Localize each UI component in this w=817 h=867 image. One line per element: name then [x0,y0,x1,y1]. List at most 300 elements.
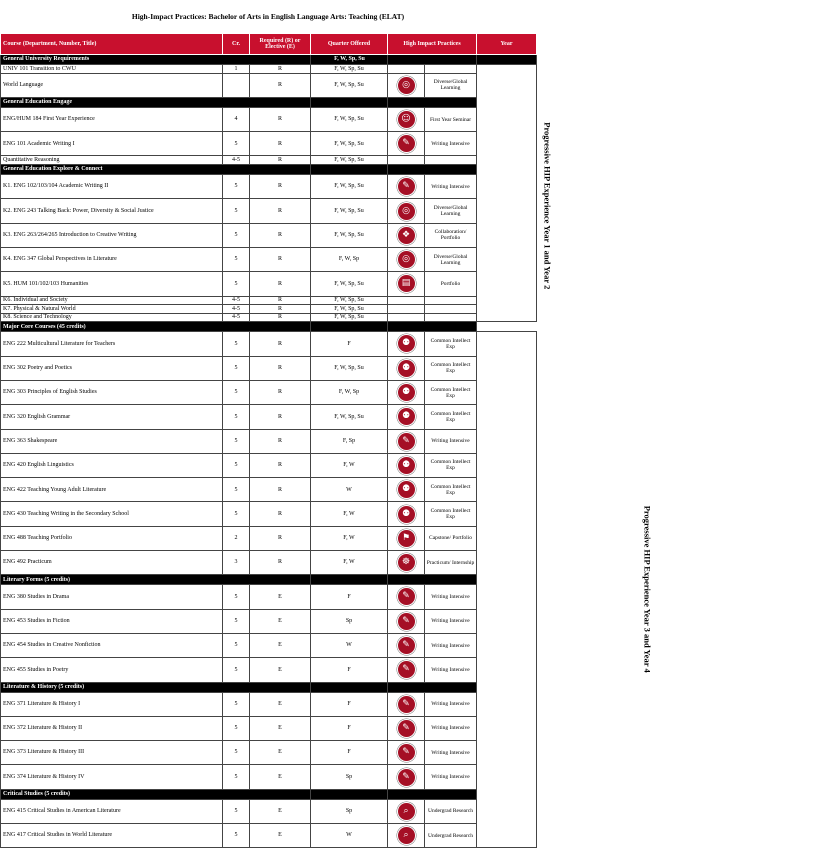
course-quarter: F, W, Sp, Su [311,405,388,429]
section-quarter: F, W, Sp, Su [311,55,388,65]
course-required: R [250,551,311,575]
course-credits: 5 [223,658,250,682]
course-required: R [250,332,311,356]
intellect-icon: ⚉ [397,334,416,353]
course-name: Quantitative Reasoning [1,156,223,165]
hip-label: Collaboration/ Portfolio [425,223,477,247]
course-row [1,741,537,765]
hip-icon-cell [388,380,425,404]
course-credits: 4-5 [223,313,250,322]
section-quarter [311,575,388,585]
course-required: R [250,272,311,296]
course-name: ENG 363 Shakespeare [1,429,223,453]
hip-icon-cell [388,526,425,550]
course-credits: 5 [223,223,250,247]
course-credits: 3 [223,551,250,575]
section-title: General Education Explore & Connect [1,165,311,175]
course-credits: 5 [223,272,250,296]
course-credits: 5 [223,478,250,502]
section-title: General Education Engage [1,97,311,107]
hip-icon-cell [388,156,425,165]
course-quarter: F, W, Sp, Su [311,313,388,322]
course-quarter: F [311,741,388,765]
hip-icon-cell [388,305,425,314]
course-name: ENG 492 Practicum [1,551,223,575]
course-name: ENG 373 Literature & History III [1,741,223,765]
year-label-y34: Progressive HIP Experience Year 3 and Year 4 [642,505,653,673]
course-row [1,429,537,453]
writing-icon: ✎ [397,432,416,451]
section-header-row [1,575,537,585]
section-quarter [311,97,388,107]
course-name: ENG 417 Critical Studies in World Literature [1,823,223,847]
hip-label [425,65,477,74]
hip-label: Writing Intensive [425,609,477,633]
course-row [1,658,537,682]
course-name: ENG 455 Studies in Poetry [1,658,223,682]
course-row [1,585,537,609]
section-header-row [1,55,537,65]
hip-label: Common Intellect Exp [425,502,477,526]
course-required: E [250,823,311,847]
course-required: R [250,380,311,404]
course-quarter: W [311,633,388,657]
course-quarter: F, W, Sp [311,380,388,404]
hip-label: Common Intellect Exp [425,332,477,356]
course-required: R [250,107,311,131]
course-name: K5. HUM 101/102/103 Humanities [1,272,223,296]
course-required: E [250,633,311,657]
hip-icon-cell [388,609,425,633]
course-required: R [250,247,311,271]
course-required: R [250,199,311,223]
course-row [1,478,537,502]
course-required: E [250,692,311,716]
course-credits: 4-5 [223,296,250,305]
course-name: ENG 454 Studies in Creative Nonfiction [1,633,223,657]
course-required: E [250,765,311,789]
hip-icon-cell [388,356,425,380]
course-credits: 4-5 [223,156,250,165]
course-quarter: F, W, Sp, Su [311,132,388,156]
hip-icon-cell [388,502,425,526]
course-name: ENG 302 Poetry and Poetics [1,356,223,380]
page-title: High-Impact Practices: Bachelor of Arts in English Language Arts: Teaching (ELAT) [131,12,405,21]
header-year: Year [477,34,537,55]
course-name: ENG 453 Studies in Fiction [1,609,223,633]
course-quarter: W [311,478,388,502]
intellect-icon: ⚉ [397,456,416,475]
course-required: R [250,65,311,74]
course-quarter: F, W, Sp, Su [311,296,388,305]
course-quarter: F, W, Sp, Su [311,156,388,165]
course-row [1,453,537,477]
course-required: R [250,313,311,322]
hip-icon-cell [388,65,425,74]
course-credits: 5 [223,380,250,404]
course-quarter: F, W [311,526,388,550]
intellect-icon: ⚉ [397,383,416,402]
hip-label [425,296,477,305]
hip-icon-cell [388,199,425,223]
course-quarter: F, W, Sp, Su [311,223,388,247]
course-quarter: F, W, Sp, Su [311,65,388,74]
course-name: ENG 380 Studies in Drama [1,585,223,609]
hip-label: Common Intellect Exp [425,478,477,502]
section-title: General University Requirements [1,55,311,65]
hip-label: Common Intellect Exp [425,453,477,477]
course-required: R [250,305,311,314]
course-required: E [250,741,311,765]
course-required: R [250,453,311,477]
course-quarter: F, W [311,453,388,477]
course-credits: 5 [223,199,250,223]
section-header-row [1,97,537,107]
course-required: R [250,175,311,199]
section-title: Critical Studies (5 credits) [1,789,311,799]
course-required: R [250,296,311,305]
section-hip-blank [388,55,477,65]
course-row [1,716,537,740]
hip-icon-cell [388,296,425,305]
hip-label: Writing Intensive [425,741,477,765]
course-credits: 5 [223,716,250,740]
course-quarter: F, W [311,551,388,575]
course-row [1,526,537,550]
course-name: ENG 422 Teaching Young Adult Literature [1,478,223,502]
course-quarter: F [311,332,388,356]
course-row [1,199,537,223]
hip-label: Diverse/Global Learning [425,73,477,97]
course-row [1,272,537,296]
practicum-icon: ☸ [397,553,416,572]
course-name: K7. Physical & Natural World [1,305,223,314]
course-required: R [250,429,311,453]
course-credits: 5 [223,502,250,526]
course-name: UNIV 101 Transition to CWU [1,65,223,74]
globe-icon: ◎ [397,76,416,95]
course-required: R [250,73,311,97]
course-name: K4. ENG 347 Global Perspectives in Literature [1,247,223,271]
section-hip-blank [388,165,477,175]
section-hip-blank [388,97,477,107]
course-required: E [250,658,311,682]
course-row [1,156,537,165]
course-credits: 5 [223,405,250,429]
course-credits: 5 [223,132,250,156]
course-credits: 5 [223,175,250,199]
section-header-row [1,322,537,332]
section-quarter [311,789,388,799]
course-row [1,633,537,657]
course-row [1,405,537,429]
course-credits: 5 [223,429,250,453]
course-name: ENG 374 Literature & History IV [1,765,223,789]
hip-icon-cell [388,585,425,609]
course-quarter: Sp [311,799,388,823]
course-name: ENG 420 English Linguistics [1,453,223,477]
hip-icon-cell [388,692,425,716]
section-title: Major Core Courses (45 credits) [1,322,311,332]
course-row [1,132,537,156]
course-credits: 5 [223,799,250,823]
portfolio-icon: ▤ [397,274,416,293]
hip-icon-cell [388,551,425,575]
year-label-y12: Progressive HIP Experience Year 1 and Year 2 [542,122,553,290]
year-label-y34-cell [477,332,653,848]
writing-icon: ✎ [397,695,416,714]
header-row [1,34,537,55]
hip-label: Undergrad Research [425,799,477,823]
course-required: E [250,716,311,740]
hip-label: Writing Intensive [425,716,477,740]
course-row [1,313,537,322]
hip-label [425,156,477,165]
course-name: K6. Individual and Society [1,296,223,305]
hip-icon-cell [388,247,425,271]
course-name: ENG 320 English Grammar [1,405,223,429]
hip-label: Writing Intensive [425,658,477,682]
writing-icon: ✎ [397,612,416,631]
course-quarter: Sp [311,765,388,789]
research-icon: ⌕ [397,826,416,845]
course-name: ENG/HUM 184 First Year Experience [1,107,223,131]
hip-label: Capstone/ Portfolio [425,526,477,550]
hip-icon-cell [388,313,425,322]
writing-icon: ✎ [397,660,416,679]
hip-icon-cell [388,223,425,247]
section-hip-blank [388,789,477,799]
course-quarter: Sp [311,609,388,633]
course-row [1,65,537,74]
hip-icon-cell [388,272,425,296]
header-required: Required (R) or Elective (E) [250,34,311,55]
hip-icon-cell [388,453,425,477]
section-title: Literary Forms (5 credits) [1,575,311,585]
hip-icon-cell [388,716,425,740]
header-hip: High Impact Practices [388,34,477,55]
hip-icon-cell [388,478,425,502]
hip-label: Common Intellect Exp [425,405,477,429]
section-header-row [1,682,537,692]
intellect-icon: ⚉ [397,407,416,426]
globe-icon: ◎ [397,202,416,221]
hip-label: Common Intellect Exp [425,380,477,404]
course-name: K1. ENG 102/103/104 Academic Writing II [1,175,223,199]
writing-icon: ✎ [397,177,416,196]
hip-label: Writing Intensive [425,175,477,199]
hip-label: Writing Intensive [425,132,477,156]
hip-label: Writing Intensive [425,765,477,789]
hip-label: Writing Intensive [425,585,477,609]
course-quarter: F, W, Sp, Su [311,272,388,296]
year-header-blank [477,55,537,65]
year-label-y12-cell [477,65,553,322]
hip-label: Practicum/ Internship [425,551,477,575]
course-credits: 5 [223,356,250,380]
hip-icon-cell [388,633,425,657]
course-required: R [250,132,311,156]
capstone-icon: ⚑ [397,529,416,548]
course-required: E [250,585,311,609]
course-name: K2. ENG 243 Talking Back: Power, Diversity & Social Justice [1,199,223,223]
section-hip-blank [388,682,477,692]
course-row [1,332,537,356]
hip-label: Common Intellect Exp [425,356,477,380]
course-quarter: F, W, Sp, Su [311,356,388,380]
course-required: R [250,526,311,550]
course-row [1,502,537,526]
course-required: R [250,156,311,165]
hip-label [425,313,477,322]
course-credits: 5 [223,692,250,716]
course-quarter: F, W [311,502,388,526]
hip-label: Writing Intensive [425,692,477,716]
course-quarter: F, W, Sp [311,247,388,271]
hip-table [0,33,653,848]
course-row [1,692,537,716]
course-row [1,823,537,847]
hip-icon-cell [388,799,425,823]
course-quarter: F [311,658,388,682]
hip-label: First Year Seminar [425,107,477,131]
header-credits: Cr. [223,34,250,55]
course-quarter: F, Sp [311,429,388,453]
course-required: R [250,502,311,526]
section-quarter [311,322,388,332]
course-quarter: F [311,585,388,609]
section-hip-blank [388,575,477,585]
course-name: ENG 101 Academic Writing I [1,132,223,156]
intellect-icon: ⚉ [397,505,416,524]
course-quarter: F [311,716,388,740]
hip-label: Diverse/Global Learning [425,247,477,271]
hip-label: Diverse/Global Learning [425,199,477,223]
course-row [1,356,537,380]
course-required: R [250,405,311,429]
course-row [1,107,537,131]
course-name: ENG 372 Literature & History II [1,716,223,740]
course-name: ENG 415 Critical Studies in American Literature [1,799,223,823]
course-credits: 5 [223,247,250,271]
course-row [1,175,537,199]
course-quarter: F, W, Sp, Su [311,305,388,314]
course-row [1,247,537,271]
course-credits [223,73,250,97]
course-row [1,765,537,789]
section-hip-blank [388,322,477,332]
writing-icon: ✎ [397,134,416,153]
course-required: R [250,356,311,380]
section-quarter [311,165,388,175]
course-row [1,799,537,823]
hip-label: Writing Intensive [425,633,477,657]
course-credits: 2 [223,526,250,550]
research-icon: ⌕ [397,802,416,821]
course-row [1,223,537,247]
writing-icon: ✎ [397,768,416,787]
course-name: ENG 430 Teaching Writing in the Secondary School [1,502,223,526]
course-row [1,380,537,404]
course-quarter: W [311,823,388,847]
writing-icon: ✎ [397,719,416,738]
hip-icon-cell [388,332,425,356]
course-row [1,296,537,305]
course-required: E [250,799,311,823]
course-name: ENG 222 Multicultural Literature for Teachers [1,332,223,356]
course-name: K8. Science and Technology [1,313,223,322]
header-course: Course (Department, Number, Title) [1,34,223,55]
course-row [1,73,537,97]
hip-icon-cell [388,175,425,199]
course-credits: 5 [223,609,250,633]
hip-icon-cell [388,73,425,97]
hip-icon-cell [388,429,425,453]
course-credits: 1 [223,65,250,74]
section-title: Literature & History (5 credits) [1,682,311,692]
course-name: ENG 488 Teaching Portfolio [1,526,223,550]
course-quarter: F [311,692,388,716]
course-credits: 4 [223,107,250,131]
course-required: E [250,609,311,633]
seminar-icon: ☺ [397,110,416,129]
section-header-row [1,165,537,175]
course-row [1,305,537,314]
hip-icon-cell [388,823,425,847]
section-header-row [1,789,537,799]
writing-icon: ✎ [397,587,416,606]
section-quarter [311,682,388,692]
course-quarter: F, W, Sp, Su [311,107,388,131]
course-credits: 5 [223,453,250,477]
course-credits: 4-5 [223,305,250,314]
course-row [1,551,537,575]
course-name: K3. ENG 263/264/265 Introduction to Creative Writing [1,223,223,247]
puzzle-icon: ❖ [397,226,416,245]
course-credits: 5 [223,823,250,847]
hip-label: Undergrad Research [425,823,477,847]
course-quarter: F, W, Sp, Su [311,199,388,223]
course-required: R [250,223,311,247]
writing-icon: ✎ [397,636,416,655]
writing-icon: ✎ [397,743,416,762]
course-name: ENG 303 Principles of English Studies [1,380,223,404]
hip-label: Portfolio [425,272,477,296]
header-quarter: Quarter Offered [311,34,388,55]
course-credits: 5 [223,585,250,609]
course-credits: 5 [223,741,250,765]
course-name: World Language [1,73,223,97]
course-required: R [250,478,311,502]
course-credits: 5 [223,633,250,657]
course-credits: 5 [223,765,250,789]
hip-label: Writing Intensive [425,429,477,453]
hip-icon-cell [388,765,425,789]
course-quarter: F, W, Sp, Su [311,73,388,97]
intellect-icon: ⚉ [397,480,416,499]
course-row [1,609,537,633]
hip-icon-cell [388,107,425,131]
course-credits: 5 [223,332,250,356]
intellect-icon: ⚉ [397,359,416,378]
hip-icon-cell [388,741,425,765]
course-quarter: F, W, Sp, Su [311,175,388,199]
hip-label [425,305,477,314]
globe-icon: ◎ [397,250,416,269]
course-name: ENG 371 Literature & History I [1,692,223,716]
hip-icon-cell [388,132,425,156]
hip-icon-cell [388,658,425,682]
